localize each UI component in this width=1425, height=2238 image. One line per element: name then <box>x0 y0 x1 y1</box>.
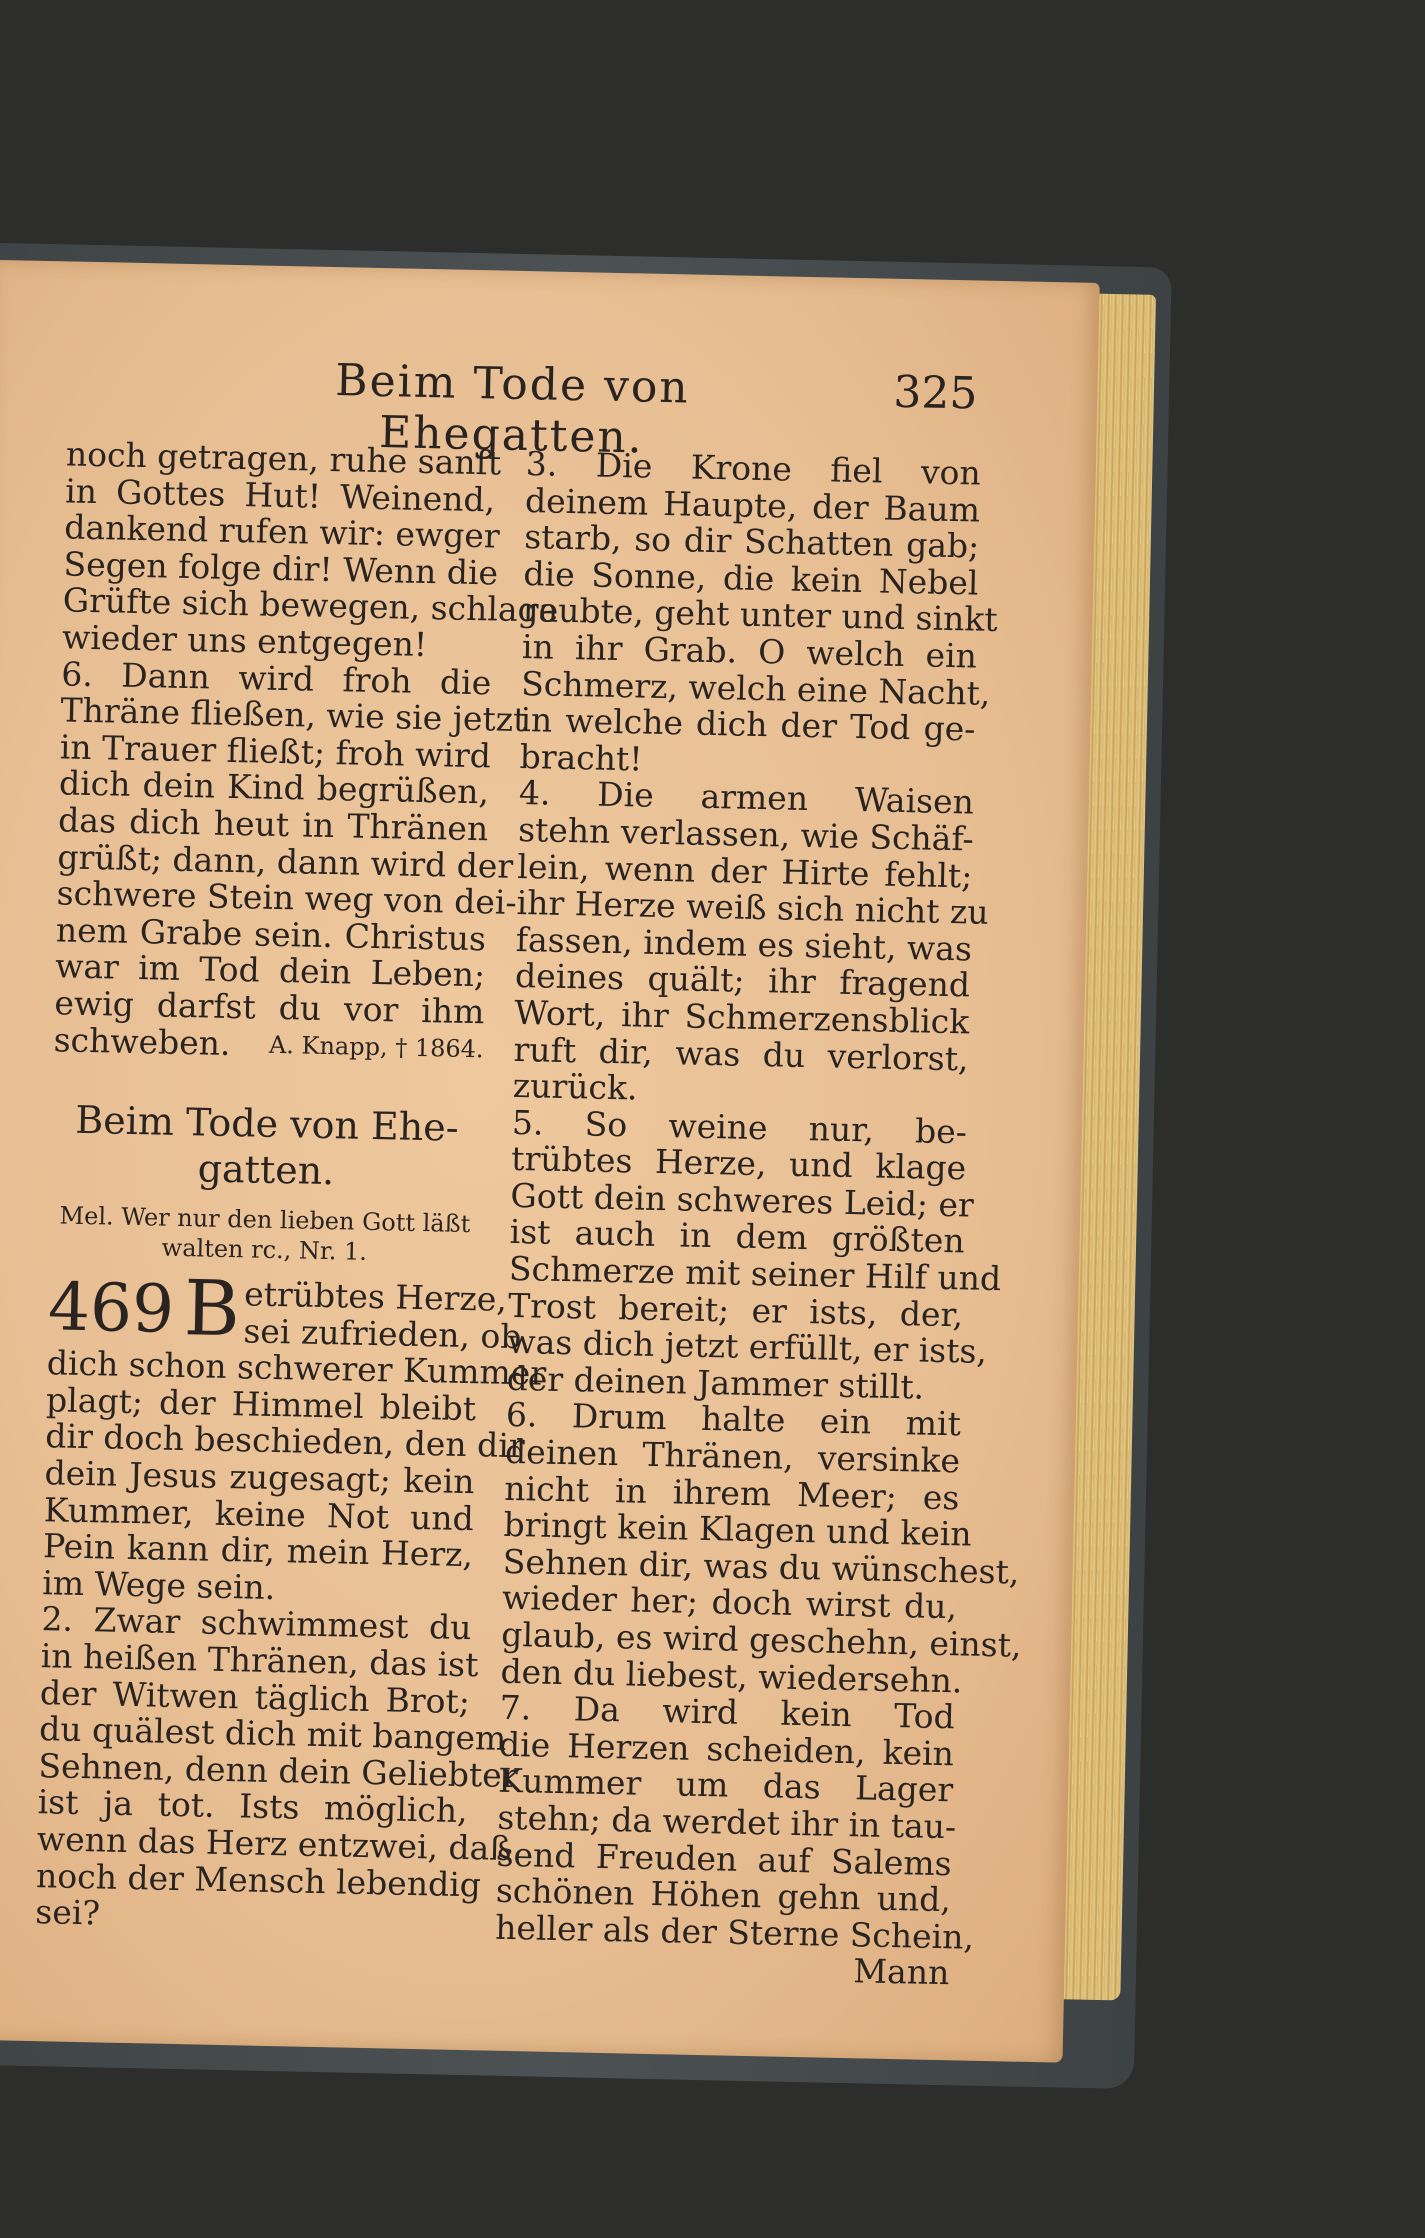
text-line: lein, wenn der Hirte fehlt; <box>517 846 973 896</box>
text-line: dein Jesus zugesagt; kein <box>44 1453 475 1502</box>
text-line: schönen Höhen gehn und, <box>495 1870 952 1920</box>
text-line: was dich jetzt erfüllt, er ists, <box>507 1322 988 1372</box>
text-line: bringt kein Klagen und kein <box>503 1505 973 1554</box>
text-line: send Freuden auf Salems <box>496 1834 953 1883</box>
text-line: Segen folge dir! Wenn die <box>63 544 499 593</box>
text-line: 6. Dann wird froh die <box>60 653 492 702</box>
text-line: Wort, ihr Schmerzensblick <box>513 992 970 1042</box>
text-line: heller als der Sterne Schein, <box>494 1907 975 1957</box>
text-line: in welche dich der Tod ge- <box>520 700 976 749</box>
left-bottom-text <box>35 1343 547 1940</box>
text-line: die Sonne, die kein Nebel <box>523 553 979 603</box>
text-line: Thräne fließen, wie sie jetzt <box>60 690 527 740</box>
running-header: Beim Tode von Ehegatten. <box>334 355 691 464</box>
section-title <box>51 1096 483 1197</box>
text-line: 2. Zwar schwimmest du <box>41 1599 472 1648</box>
text-line: in Gottes Hut! Weinend, <box>64 471 496 520</box>
text-line: Schmerz, welch eine Nacht, <box>520 663 991 713</box>
section-title-line: Beim Tode von Ehe- <box>74 1097 460 1150</box>
section-title-line: gatten. <box>197 1146 335 1194</box>
text-line: 4. Die armen Waisen <box>518 773 975 822</box>
text-line: in heißen Thränen, das ist <box>40 1636 479 1685</box>
text-line: deines quält; ihr fragend <box>514 956 971 1005</box>
text-line: die Herzen scheiden, kein <box>498 1724 955 1774</box>
text-line: deinem Haupte, der Baum <box>524 480 981 530</box>
text-line: Sehnen, denn dein Geliebter <box>38 1745 519 1795</box>
attribution: A. Knapp, † 1864. <box>268 1030 484 1063</box>
left-column <box>35 434 559 1939</box>
text-line: fassen, indem es sieht, was <box>515 919 973 969</box>
catchword: Mann <box>852 1951 950 1993</box>
hymn-469-start <box>47 1263 522 1356</box>
melody-note <box>49 1200 480 1269</box>
drop-cap: B <box>183 1263 241 1354</box>
text-line: im Wege sein. <box>41 1563 276 1607</box>
text-line: Grüfte sich bewegen, schlage <box>62 580 559 631</box>
text-line: ruft dir, was du verlorst, <box>513 1029 969 1078</box>
text-line: dich dein Kind begrüßen, <box>58 763 490 812</box>
text-line: Gott dein schweres Leid; er <box>510 1175 975 1225</box>
text-line: Pein kann dir, mein Herz, <box>42 1526 474 1575</box>
text-line: etrübtes Herze, <box>243 1274 508 1319</box>
text-line: du quälest dich mit bangem <box>38 1709 507 1759</box>
text-line: bracht! <box>519 736 643 779</box>
text-line: zurück. <box>512 1066 638 1108</box>
text-line: trübtes Herze, und klage <box>510 1139 967 1188</box>
left-top-text <box>54 434 559 1032</box>
text-line: noch getragen, ruhe sanft <box>65 434 502 483</box>
melody-line: Mel. Wer nur den lieben Gott läßt <box>59 1201 471 1239</box>
right-text <box>494 444 1022 1957</box>
text-line: glaub, es wird geschehn, einst, <box>500 1614 1022 1665</box>
text-line: Schmerze mit seiner Hilf und <box>508 1248 1002 1299</box>
text-line: dankend rufen wir: ewger <box>64 507 501 556</box>
text-line: der Witwen täglich Brot; <box>39 1672 471 1721</box>
text-line: in ihr Grab. O welch ein <box>521 626 978 676</box>
text-line: dich schon schwerer Kummer <box>46 1343 547 1393</box>
text-line: 3. Die Krone fiel von <box>525 444 982 493</box>
text-line: nicht in ihrem Meer; es <box>503 1468 960 1517</box>
line-text: schweben. <box>53 1019 231 1063</box>
text-line: wieder her; doch wirst du, <box>501 1578 958 1627</box>
text-line: Kummer, keine Not und <box>43 1489 475 1538</box>
text-line: 6. Drum halte ein mit <box>505 1395 962 1444</box>
text-line: nem Grabe sein. Christus <box>55 910 487 959</box>
text-line: 5. So weine nur, be- <box>511 1102 968 1152</box>
text-line: schwere Stein weg von dei- <box>56 873 518 923</box>
text-line: noch der Mensch lebendig <box>35 1855 482 1905</box>
text-line: ist ja tot. Ists möglich, <box>37 1782 469 1831</box>
text-line: ewig darfst du vor ihm <box>54 983 485 1032</box>
text-line: stehn; da werdet ihr in tau- <box>497 1797 957 1847</box>
text-line: sei zufrieden, ob <box>243 1311 522 1356</box>
text-line: plagt; der Himmel bleibt <box>45 1380 477 1429</box>
text-line: stehn verlassen, wie Schäf- <box>517 809 975 859</box>
melody-line: walten rc., Nr. 1. <box>161 1233 368 1266</box>
text-line: grüßt; dann, dann wird der <box>57 836 514 886</box>
text-line: in Trauer fließt; froh wird <box>59 727 492 776</box>
hymn-number: 469 <box>47 1268 175 1348</box>
right-column <box>494 444 1022 1993</box>
text-line: dir doch beschieden, den dir <box>44 1416 525 1466</box>
text-line: der deinen Jammer stillt. <box>506 1358 925 1407</box>
book-page <box>0 260 1100 2063</box>
text-line: starb, so dir Schatten gab; <box>523 517 980 566</box>
page-number: 325 <box>892 366 978 420</box>
text-line: ihr Herze weiß sich nicht zu <box>516 883 990 932</box>
text-line: deinen Thränen, versinke <box>504 1431 961 1481</box>
text-line: raubte, geht unter und sinkt <box>522 590 999 640</box>
text-line: wieder uns entgegen! <box>61 617 428 664</box>
text-line: wenn das Herz entzwei, daß <box>36 1819 512 1869</box>
text-line: ist auch in dem größten <box>509 1212 966 1261</box>
text-line: Sehnen dir, was du wünschest, <box>502 1541 1020 1592</box>
text-line: war im Tod dein Leben; <box>54 946 486 995</box>
text-line: sei? <box>35 1892 101 1933</box>
text-line: den du liebest, wiedersehn. <box>500 1651 963 1701</box>
text-line: das dich heut in Thränen <box>57 800 489 849</box>
text-line: Kummer um das Lager <box>497 1761 954 1810</box>
text-line: Trost bereit; er ists, der, <box>507 1285 964 1335</box>
text-line: 7. Da wird kein Tod <box>499 1687 956 1737</box>
